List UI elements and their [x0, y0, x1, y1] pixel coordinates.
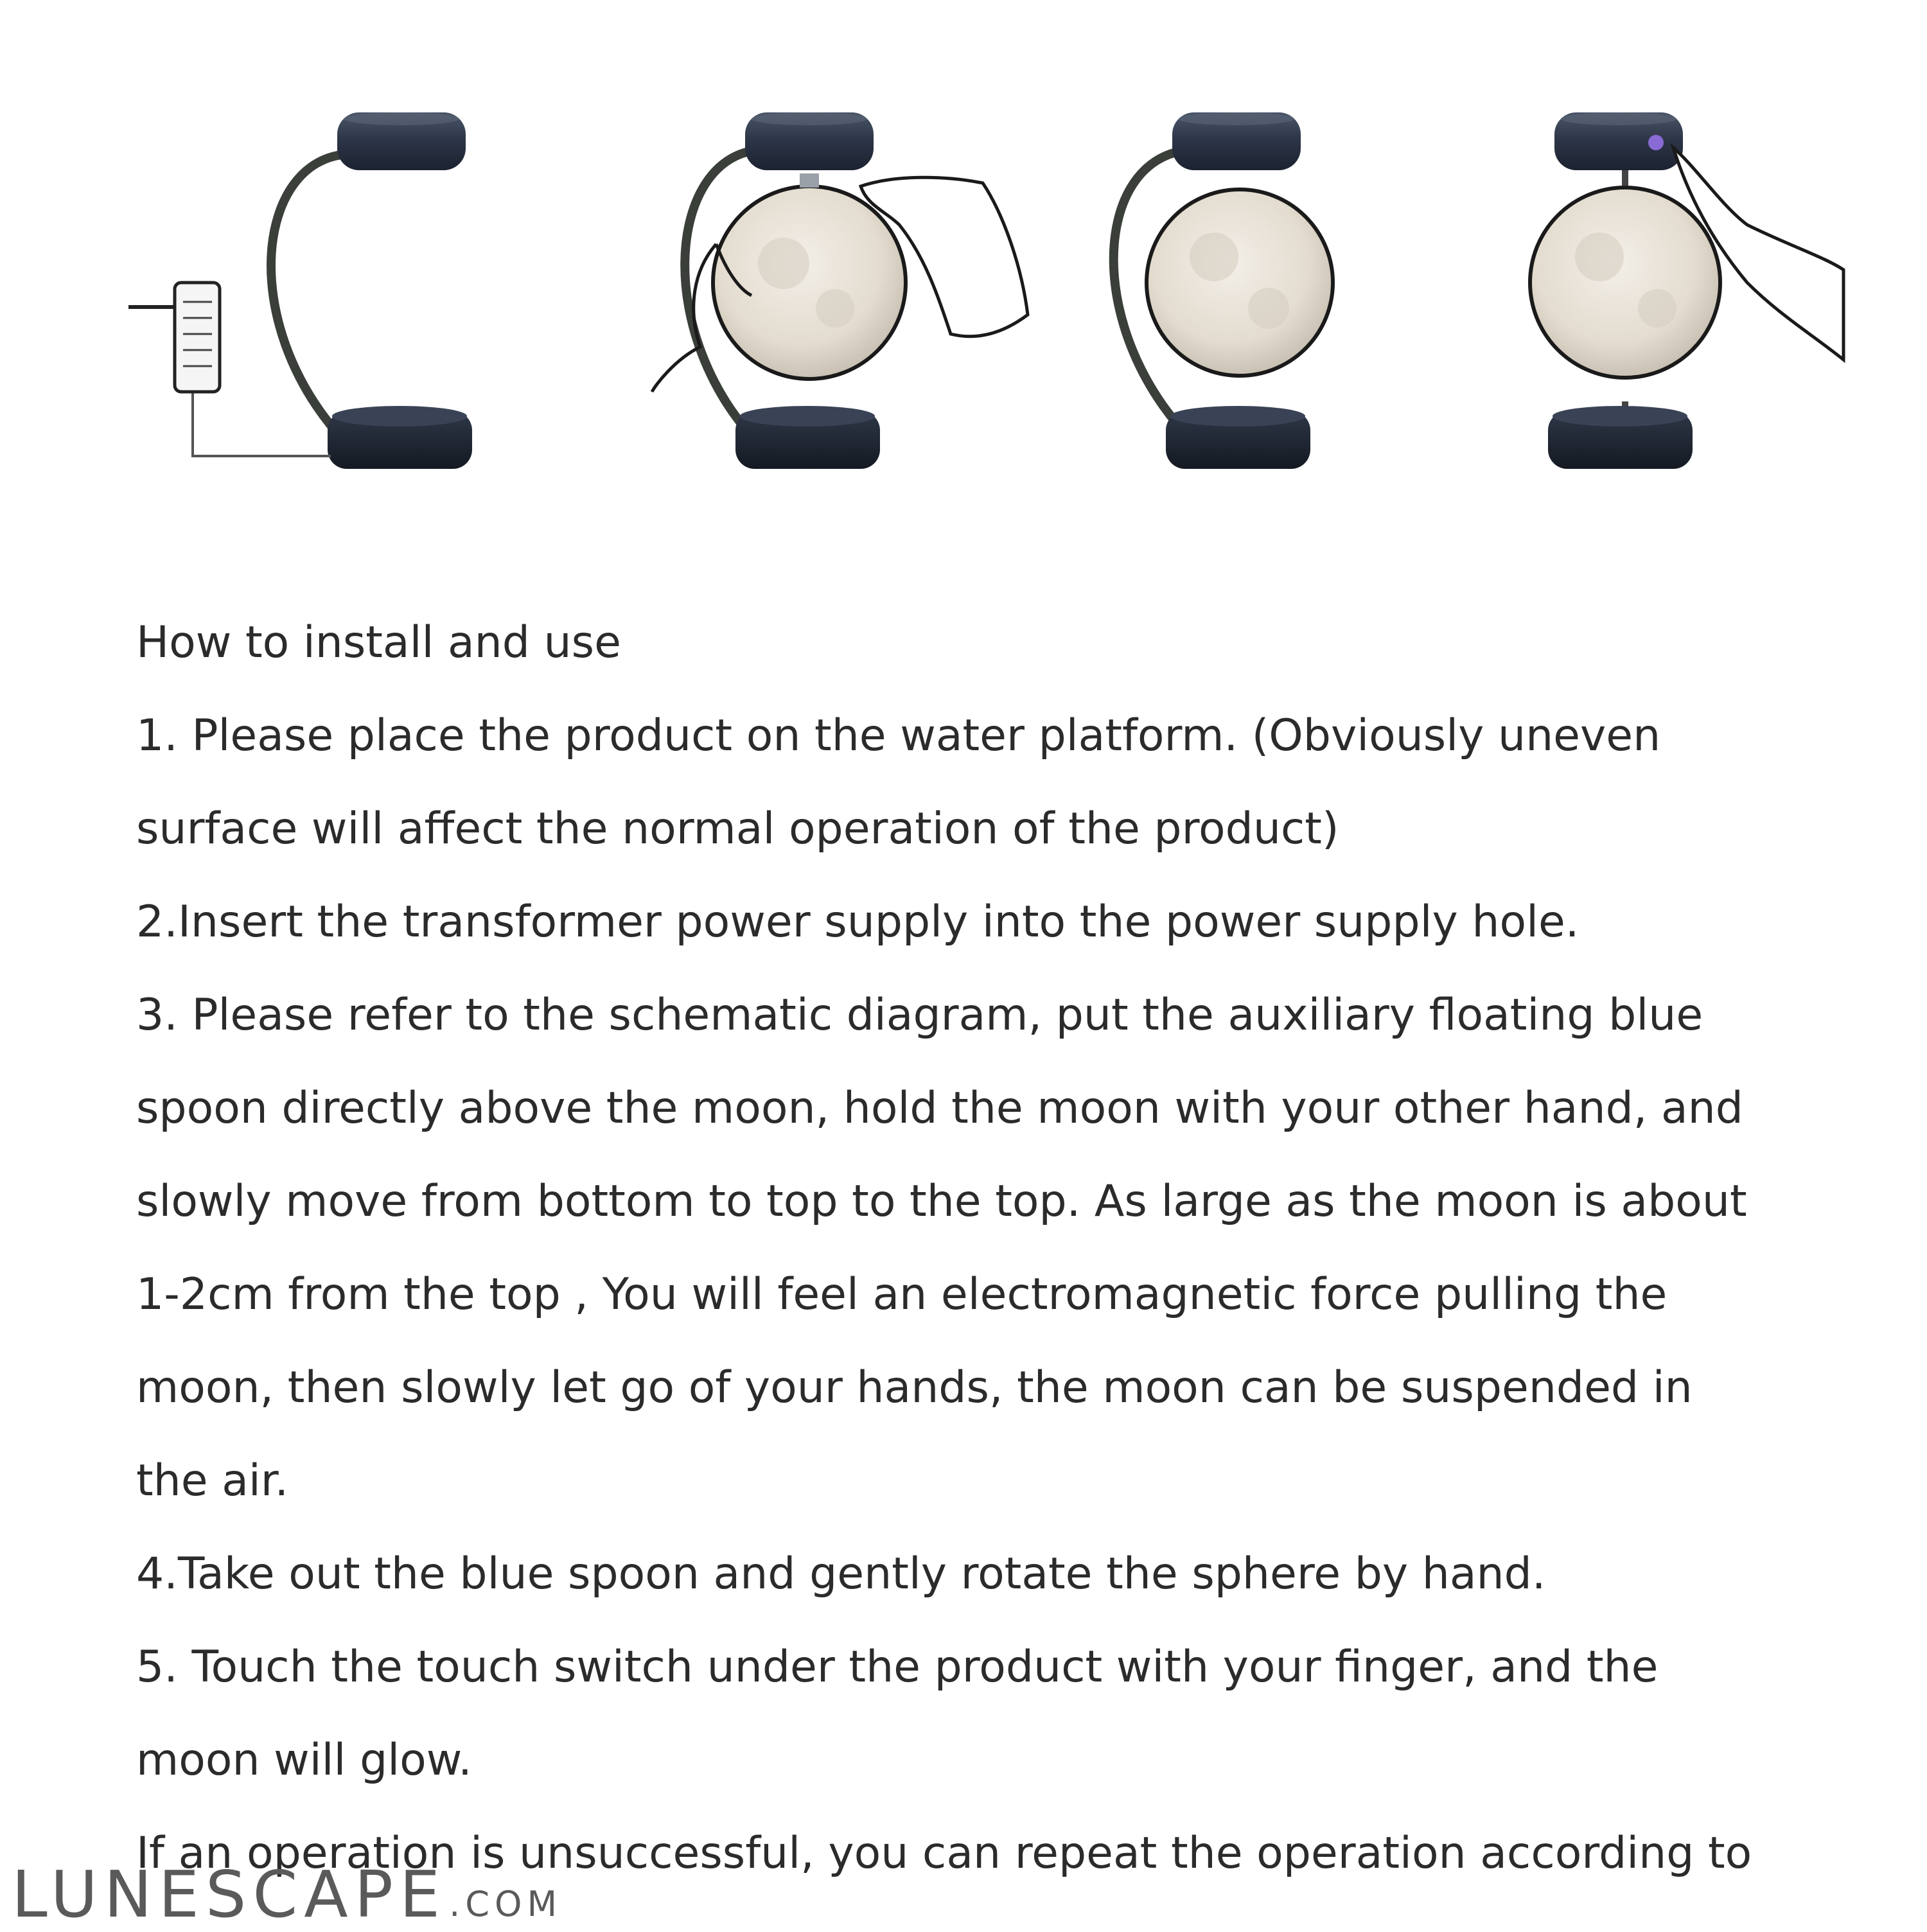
step-hold-moon-with-spoon	[652, 112, 1028, 469]
instruction-line: 5. Touch the touch switch under the product with your finger, and the	[136, 1642, 1659, 1692]
step-touch-switch	[1530, 112, 1843, 469]
adapter-icon	[175, 283, 220, 392]
spoon-icon	[800, 173, 819, 188]
instructions-block	[136, 596, 1883, 1900]
instruction-line: 3. Please refer to the schematic diagram, put the auxiliary floating blue	[136, 990, 1703, 1041]
instruction-line: moon will glow.	[136, 1735, 472, 1786]
illustrations-svg	[0, 0, 1927, 514]
installation-illustrations	[0, 0, 1927, 514]
instruction-line: spoon directly above the moon, hold the moon with your other hand, and	[136, 1083, 1743, 1134]
watermark-tld: .COM	[449, 1884, 563, 1924]
step-plug-adapter	[128, 112, 472, 469]
moon-sphere	[1530, 188, 1720, 378]
instructions-heading: How to install and use	[136, 617, 621, 668]
moon-sphere	[1147, 189, 1333, 376]
instruction-line: 2.Insert the transformer power supply into the power supply hole.	[136, 897, 1579, 947]
instruction-line: 1. Please place the product on the water platform. (Obviously uneven	[136, 710, 1661, 761]
instruction-line: 4.Take out the blue spoon and gently rotate the sphere by hand.	[136, 1549, 1546, 1599]
instruction-line: slowly move from bottom to top to the top. As large as the moon is about	[136, 1176, 1747, 1227]
instruction-line: the air.	[136, 1455, 289, 1506]
instruction-line: surface will affect the normal operation of the product)	[136, 804, 1339, 854]
watermark-brand: LUNESCAPE	[12, 1857, 447, 1932]
instruction-line: 1-2cm from the top , You will feel an electromagnetic force pulling the	[136, 1269, 1667, 1320]
touch-switch-icon	[1648, 135, 1664, 150]
instruction-line: moon, then slowly let go of your hands, the moon can be suspended in	[136, 1362, 1693, 1413]
moon-sphere	[713, 186, 906, 379]
arm-shape	[271, 154, 347, 437]
step-moon-floating	[1114, 112, 1333, 469]
instruction-line: If an operation is unsuccessful, you can repeat the operation according to	[136, 1828, 1752, 1879]
brand-watermark	[12, 1857, 563, 1932]
